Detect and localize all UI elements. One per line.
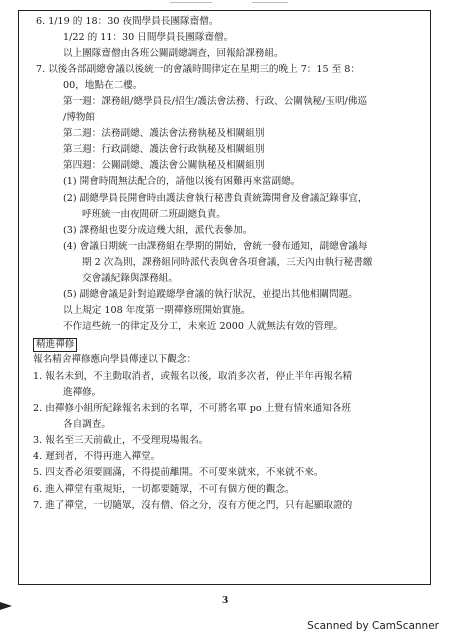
text-line: 7. 進了禪堂，一切隨眾，沒有僧、俗之分，沒有方便之門，只有起顯取證的 [33, 500, 353, 511]
text-line: 1. 報名未到，不主動取消者，或報名以後，取消多次者，停止半年再報名精 [33, 371, 353, 382]
camscanner-watermark: Scanned by CamScanner [307, 620, 439, 632]
text-line: 第二週：法務副總、護法會法務執秘及相關組別 [63, 128, 265, 139]
text-line: 第一週：課務組/總學員長/招生/護法會法務、行政、公關執秘/玉明/佛巡 [63, 96, 367, 107]
text-line: 6. 1/19 的 18：30 夜間學員長團隊齋僧。 [36, 16, 219, 27]
text-line: 報名精舍禪修應向學員傳達以下觀念： [33, 354, 197, 365]
text-line: 以上規定 108 年度第一期禪修班開始實施。 [63, 305, 251, 316]
text-line: 第四週：公關副總、護法會公關執秘及相關組別 [63, 160, 265, 171]
text-line: 4. 遲到者，不得再進入禪堂。 [33, 451, 161, 462]
text-line: 交會議紀錄與課務組。 [82, 273, 178, 284]
text-line: (4) 會議日期統一由課務組在學期的開始，會統一發布通知，副總會議每 [63, 241, 368, 252]
text-line: 第三週：行政副總、護法會行政執秘及相關組別 [63, 144, 265, 155]
text-line: 不作這些統一的律定及分工，未來近 2000 人就無法有效的管理。 [63, 321, 343, 332]
text-line: 2. 由禪修小組所紀錄報名未到的名單，不可將名單 po 上覺有情來通知各班 [33, 403, 352, 414]
text-line: 3. 報名至三天前截止，不受理現場報名。 [33, 435, 209, 446]
text-line: 7. 以後各部副總會議以後統一的會議時間律定在星期三的晚上 7：15 至 8： [36, 64, 360, 75]
text-line: /博物館 [63, 112, 96, 123]
text-line: 呼班統一由夜間研二班副總負責。 [82, 209, 226, 220]
text-line: 5. 四支香必須要圓滿，不得提前離開。不可要來就來，不來就不來。 [33, 467, 324, 478]
scan-corner-mark-icon [0, 600, 14, 612]
text-line: (3) 課務組也要分成這幾大組，派代表參加。 [63, 225, 253, 236]
text-line: 以上團隊齋僧由各班公關副總調查，回報給課務組。 [63, 48, 284, 59]
page-number: 3 [222, 596, 229, 606]
text-line: (2) 副總學員長開會時由護法會執行秘書負責統籌開會及會議記錄事宜， [63, 193, 368, 204]
text-line: (5) 副總會議是針對追蹤總學會議的執行狀況，並提出其他相關問題。 [63, 289, 358, 300]
text-line: 1/22 的 11：30 日間學員長團隊齋僧。 [63, 32, 234, 43]
text-line: 期 2 次為則，課務組同時派代表與會各項會議，三天內由執行秘書繳 [82, 257, 373, 268]
text-line: 各自調查。 [63, 419, 111, 430]
text-line: (1) 開會時間無法配合的，請他以後有困難再來當副總。 [63, 176, 301, 187]
text-line: 進禪修。 [63, 387, 102, 398]
text-line: 6. 進入禪堂有重規矩，一切都要隨眾，不可有個方便的觀念。 [33, 484, 295, 495]
text-line: 00，地點在二樓。 [63, 80, 143, 91]
section-heading: 精進禪修 [33, 338, 77, 352]
